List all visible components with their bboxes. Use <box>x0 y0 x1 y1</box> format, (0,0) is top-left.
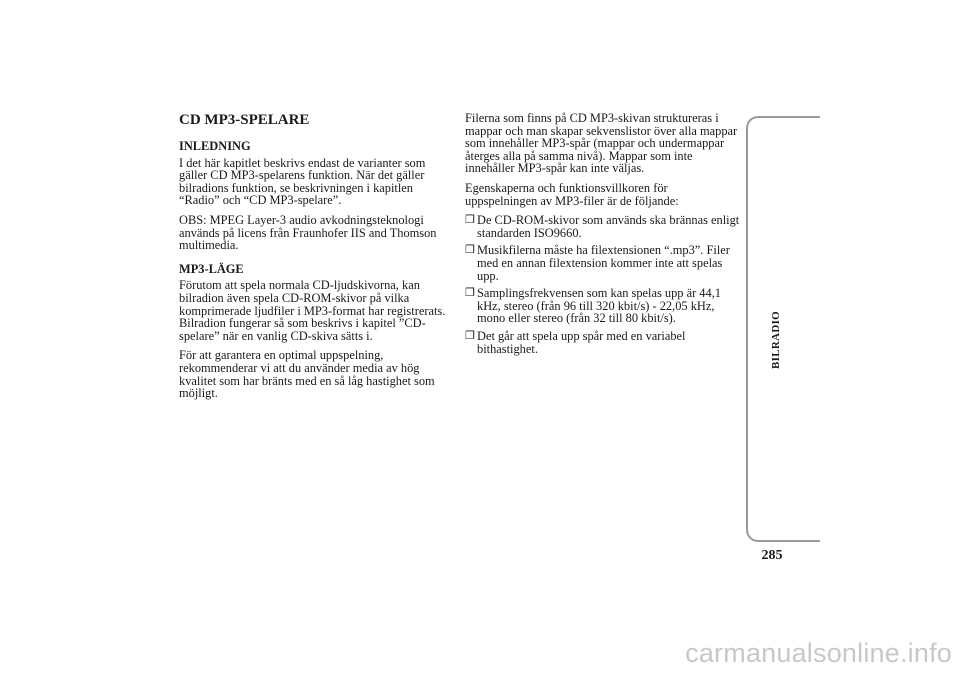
watermark-text: carmanualsonline.info <box>685 638 952 668</box>
checkbox-bullet-icon: ❒ <box>465 329 475 342</box>
conditions-paragraph: Egenskaperna och funktionsvillkoren för uppspelningen av MP3-filer är de följande: <box>465 180 679 208</box>
intro-paragraph-1: I det här kapitlet beskrivs endast de varianter som gäller CD MP3-spelarens funktion. När det gäller bilradions funktion, se beskrivningen i kapitlen “Radio” och “CD MP3-spelare”. <box>179 155 426 208</box>
chapter-tab-label <box>766 300 786 380</box>
mode-paragraph-2: För att garantera en optimal uppspelning, rekommenderar vi att du använder media av hög kvalitet som har bränts med en så låg hastighet som möjligt. <box>179 348 435 401</box>
checkbox-bullet-icon: ❒ <box>465 244 475 257</box>
right-column <box>465 112 743 360</box>
list-item-text: Musikfilerna måste ha filextensionen “.mp3”. Filer med en annan filextension kommer inte att spelas upp. <box>477 243 730 283</box>
section-title: CD MP3-SPELARE <box>179 112 310 128</box>
intro-heading: INLEDNING <box>179 139 251 153</box>
list-item-text: De CD-ROM-skivor som används ska brännas enligt standarden ISO9660. <box>477 213 740 240</box>
mode-heading: MP3-LÄGE <box>179 261 244 276</box>
conditions-list <box>465 214 743 355</box>
list-item <box>465 287 743 325</box>
left-column <box>179 112 449 407</box>
list-item-text: Samplingsfrekvensen som kan spelas upp är 44,1 kHz, stereo (från 96 till 320 kbit/s) - 22,05 kHz, mono eller stereo (från 32 till 80 kbit/s). <box>477 286 721 326</box>
intro-paragraph-2: OBS: MPEG Layer-3 audio avkodningsteknologi används på licens från Fraunhofer IIS and Thomson multimedia. <box>179 212 437 253</box>
list-item <box>465 330 743 355</box>
checkbox-bullet-icon: ❒ <box>465 287 475 300</box>
list-item <box>465 214 743 239</box>
page-number: 285 <box>761 548 783 563</box>
list-item <box>465 244 743 282</box>
list-item-text: Det går att spela upp spår med en variabel bithastighet. <box>477 328 686 356</box>
structure-paragraph: Filerna som finns på CD MP3-skivan struktureras i mappar och man skapar sekvenslistor över alla mappar som innehåller MP3-spår (mappar och undermappar återges alla på samma nivå). Mappar som inte innehåller MP3-spår kan inte väljas. <box>465 111 738 176</box>
chapter-tab-text: BILRADIO <box>770 310 782 370</box>
checkbox-bullet-icon: ❒ <box>465 214 475 227</box>
mode-paragraph-1: Förutom att spela normala CD-ljudskivorna, kan bilradion även spela CD-ROM-skivor på vilka komprimerade ljudfiler i MP3-format har registrerats. Bilradion fungerar så som beskrivs i kapitel ”CD-spelare” när en vanlig CD-skiva sätts i. <box>179 278 446 343</box>
